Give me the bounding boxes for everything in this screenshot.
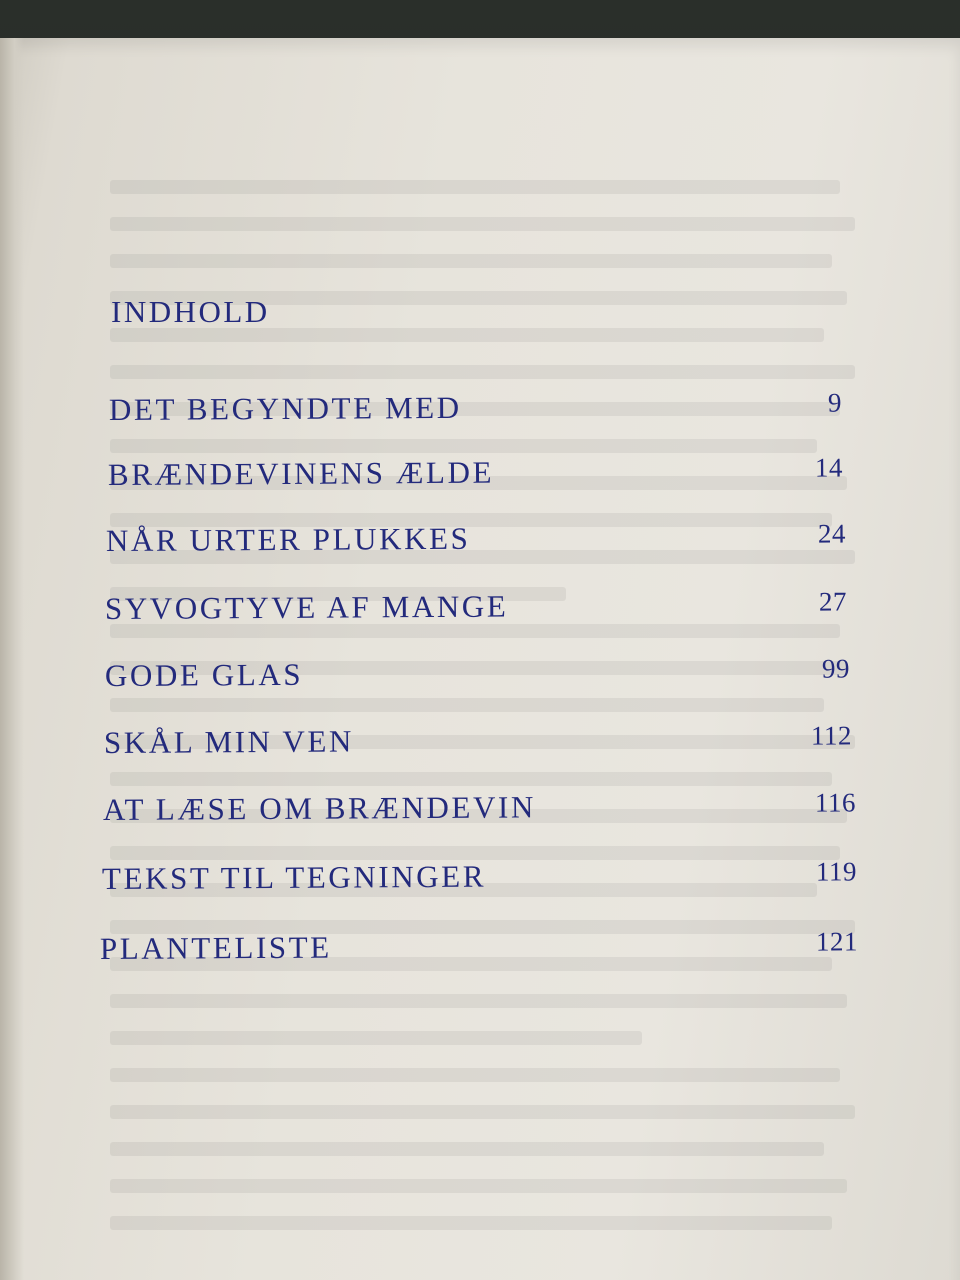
toc-entry-title: GODE GLAS	[104, 656, 304, 693]
toc-entry-title: AT LÆSE OM BRÆNDEVIN	[102, 789, 537, 827]
toc-entry	[106, 518, 846, 563]
toc-entry-page: 121	[815, 926, 859, 957]
toc-entry	[105, 653, 850, 698]
toc-entry-title: BRÆNDEVINENS ÆLDE	[107, 454, 495, 492]
toc-entry-title: DET BEGYNDTE MED	[108, 389, 462, 427]
toc-entry-page: 24	[817, 518, 847, 549]
toc-entry-page: 14	[814, 452, 844, 483]
toc-entry-title: NÅR URTER PLUKKES	[105, 520, 471, 558]
toc-entry	[105, 586, 847, 631]
toc-entry-page: 27	[818, 586, 848, 617]
toc-entry-page: 9	[827, 387, 843, 418]
toc-entry-page: 112	[810, 720, 853, 751]
toc-entry	[109, 388, 842, 432]
toc-entry	[103, 787, 856, 832]
toc-entry-title: TEKST TIL TEGNINGER	[101, 858, 487, 896]
toc-entry-page: 116	[814, 787, 857, 818]
toc-entry-page: 99	[821, 653, 851, 684]
toc-entry	[100, 926, 858, 971]
toc-heading: INDHOLD	[111, 294, 270, 329]
toc-entry	[108, 453, 843, 497]
toc-entry-page: 119	[815, 856, 858, 887]
toc-entry	[104, 720, 852, 765]
toc-entry	[102, 856, 857, 901]
toc-entry-title: SYVOGTYVE AF MANGE	[104, 588, 509, 626]
toc-entry-title: SKÅL MIN VEN	[103, 723, 355, 760]
toc-entry-title: PLANTELISTE	[99, 929, 332, 966]
